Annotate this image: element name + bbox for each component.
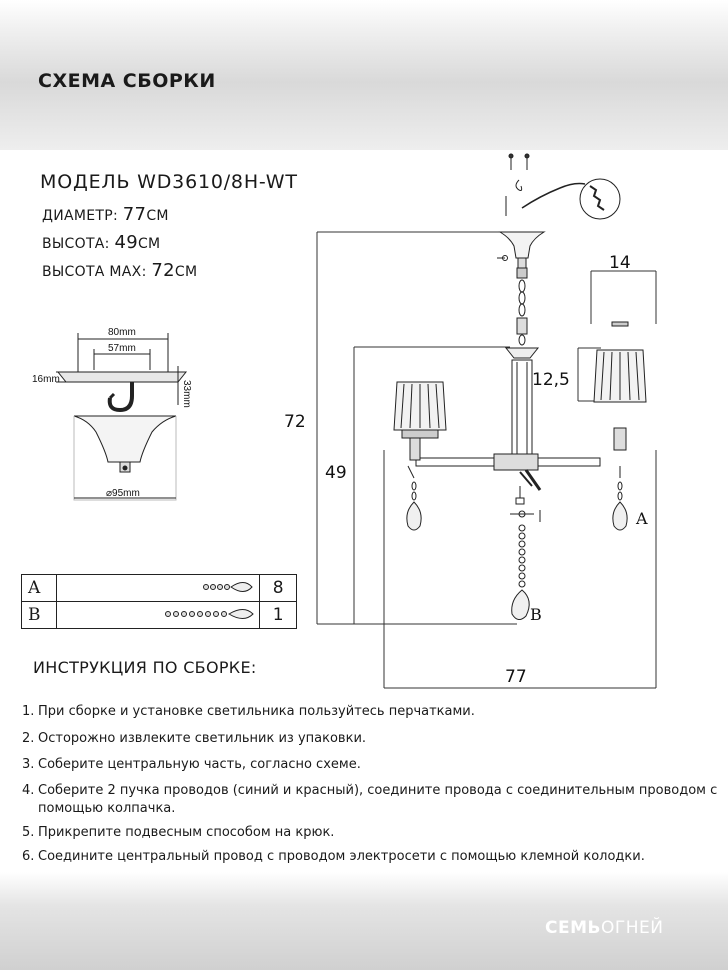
page-title: СХЕМА СБОРКИ bbox=[38, 70, 216, 92]
dim-mount-thickness: 16mm bbox=[32, 374, 60, 385]
model-name: МОДЕЛЬ WD3610/8H-WT bbox=[40, 171, 298, 193]
brand-logo: СЕМЬОГНЕЙ bbox=[545, 918, 664, 938]
chandelier-illustration bbox=[394, 154, 646, 620]
instructions-title: ИНСТРУКЦИЯ ПО СБОРКЕ: bbox=[33, 658, 257, 677]
dim-mount-diameter: ⌀95mm bbox=[106, 488, 140, 499]
dim-shade-height: 12,5 bbox=[532, 370, 570, 390]
part-quantity: 1 bbox=[260, 602, 297, 629]
spec-height-max: ВЫСОТА MAX: 72СМ bbox=[42, 260, 198, 281]
label-pendant-a: A bbox=[636, 509, 648, 528]
part-letter: A bbox=[22, 575, 57, 602]
dim-mount-height: 33mm bbox=[181, 380, 192, 408]
spec-diameter: ДИАМЕТР: 77СМ bbox=[42, 204, 169, 225]
instructions-list bbox=[22, 703, 722, 866]
parts-table bbox=[21, 574, 297, 629]
dim-diameter: 77 bbox=[505, 667, 527, 687]
mount-bracket-diagram bbox=[56, 333, 186, 500]
list-item: 6. Соедините центральный провод с проводом электросети с помощью клемной колодки. bbox=[22, 849, 645, 864]
dim-shade-width: 14 bbox=[609, 253, 631, 273]
table-row bbox=[22, 575, 297, 602]
dim-max-height: 72 bbox=[284, 412, 306, 432]
list-item: 2. Осторожно извлеките светильник из упаковки. bbox=[22, 731, 367, 746]
dim-height: 49 bbox=[325, 463, 347, 483]
table-row bbox=[22, 602, 297, 629]
list-item: 3. Соберите центральную часть, согласно схеме. bbox=[22, 757, 361, 772]
part-picture bbox=[56, 602, 260, 629]
part-picture bbox=[56, 575, 260, 602]
list-item: 4. Соберите 2 пучка проводов (синий и красный), соедините провода с соединительным проводом с помощью колпачка. bbox=[22, 783, 718, 816]
list-item: 1. При сборке и установке светильника пользуйтесь перчатками. bbox=[22, 704, 475, 719]
spec-height: ВЫСОТА: 49СМ bbox=[42, 232, 161, 253]
label-pendant-b: B bbox=[530, 605, 542, 624]
dim-mount-inner: 57mm bbox=[108, 343, 136, 354]
part-quantity: 8 bbox=[260, 575, 297, 602]
part-letter: B bbox=[22, 602, 57, 629]
dim-mount-width: 80mm bbox=[108, 327, 136, 338]
list-item: 5. Прикрепите подвесным способом на крюк. bbox=[22, 825, 335, 840]
